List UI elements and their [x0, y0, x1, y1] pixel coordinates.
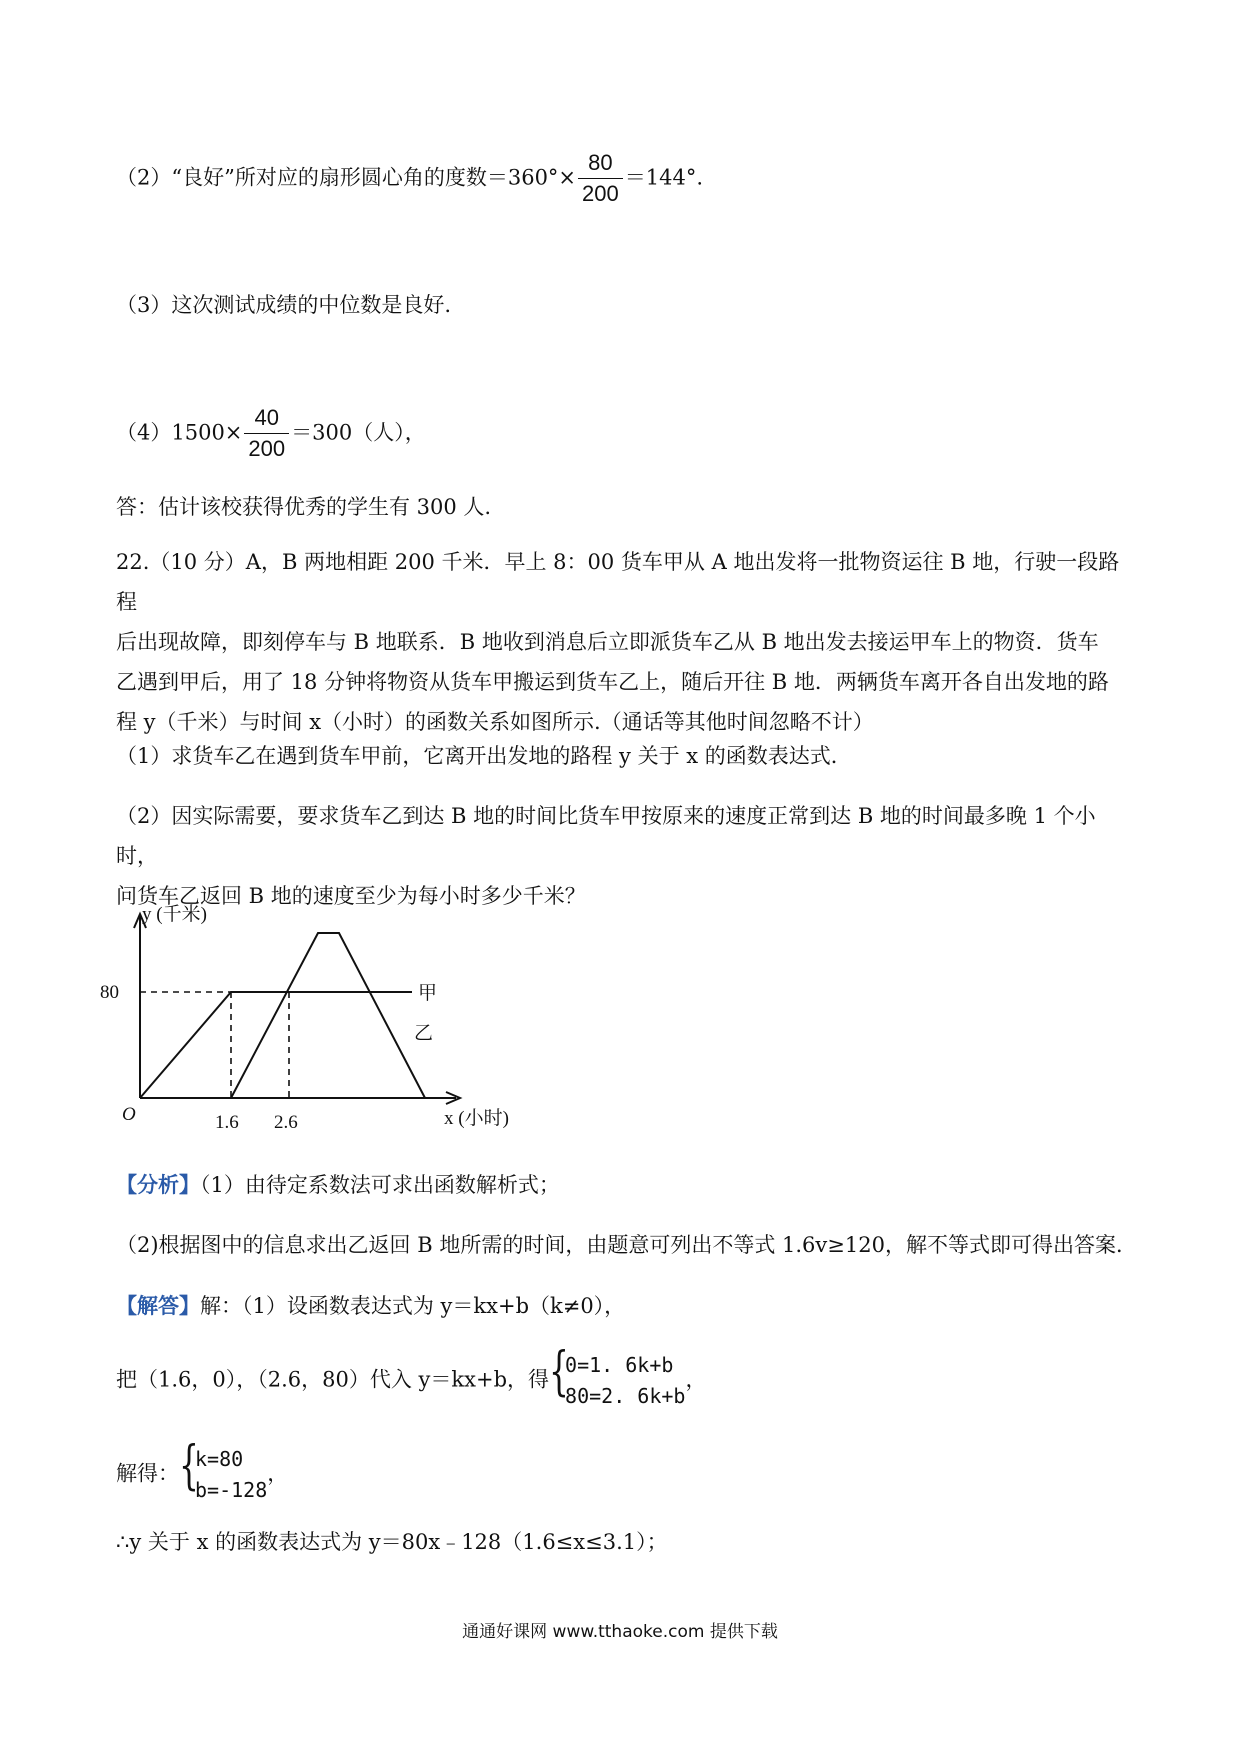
equation-row: 0=1. 6k+b	[565, 1353, 674, 1377]
solution-line-2	[116, 1342, 707, 1412]
equation-system-1	[549, 1342, 686, 1412]
truck-jia-line	[140, 992, 412, 1098]
equation-system-2	[179, 1436, 268, 1506]
x-axis-label: x (小时)	[444, 1108, 509, 1129]
label-yi: 乙	[414, 1023, 434, 1044]
solution-line-1	[116, 1294, 625, 1319]
fraction-denominator: 200	[582, 181, 619, 207]
equation-row: 80=2. 6k+b	[565, 1384, 686, 1408]
y-tick-80: 80	[100, 982, 119, 1003]
item2-line	[116, 150, 703, 208]
question-line: 后出现故障，即刻停车与 B 地联系．B 地收到消息后立即派货车乙从 B 地出发去接运甲车上的物资．货车	[116, 630, 1099, 654]
brace-icon: {	[549, 1342, 569, 1402]
solution-text-3: 解得：	[116, 1461, 179, 1486]
equation-row: k=80	[195, 1447, 244, 1471]
x-tick-2-6: 2.6	[274, 1112, 298, 1130]
question-line: 22.（10 分）A，B 两地相距 200 千米．早上 8：00 货车甲从 A 地出发将一批物资运往 B 地，行驶一段路程	[116, 550, 1120, 614]
label-jia: 甲	[418, 983, 438, 1004]
question-line: （2）因实际需要，要求货车乙到达 B 地的时间比货车甲按原来的速度正常到达 B 地的时间最多晚 1 个小时，	[116, 804, 1096, 868]
item4-text-after: ＝300（人），	[291, 420, 426, 445]
fraction-numerator: 40	[244, 405, 289, 434]
y-axis-label: y (千米)	[142, 904, 207, 925]
question-line: 乙遇到甲后，用了 18 分钟将物资从货车甲搬运到货车乙上，随后开往 B 地．两辆货车离开各自出发地的路	[116, 670, 1109, 694]
fraction-numerator: 80	[578, 150, 623, 179]
solution-tag: 【解答】	[116, 1294, 200, 1318]
item4-text-before: （4）1500×	[116, 420, 243, 445]
analysis-line-1	[116, 1173, 560, 1198]
fraction-40-200	[244, 405, 289, 463]
item3-line: （3）这次测试成绩的中位数是良好.	[116, 293, 452, 317]
item2-label: （2）	[116, 165, 172, 190]
item2-text-before: “良好”所对应的扇形圆心角的度数＝360°×	[171, 165, 577, 190]
sub-question-1: （1）求货车乙在遇到货车甲前，它离开出发地的路程 y 关于 x 的函数表达式．	[116, 744, 852, 768]
item4-line	[116, 405, 426, 463]
truck-yi-line	[231, 933, 425, 1098]
fraction-denominator: 200	[248, 436, 286, 462]
origin-label: O	[122, 1104, 136, 1125]
page-footer: 通通好课网 www.tthaoke.com 提供下载	[462, 1622, 778, 1642]
x-tick-1-6: 1.6	[215, 1112, 239, 1130]
solution-text-2: 把（1.6，0），（2.6，80）代入 y＝kx+b，得	[116, 1367, 550, 1392]
distance-time-graph	[96, 898, 516, 1130]
brace-icon: {	[179, 1436, 199, 1496]
solution-text-2-after: ，	[685, 1367, 707, 1392]
equation-row: b=-128	[195, 1478, 268, 1502]
fraction-80-200	[578, 150, 623, 208]
question-line: 问货车乙返回 B 地的速度至少为每小时多少千米？	[116, 884, 586, 908]
question-line: 程 y（千米）与时间 x（小时）的函数关系如图所示.（通话等其他时间忽略不计）	[116, 710, 874, 734]
solution-text-1: 解：（1）设函数表达式为 y＝kx+b（k≠0），	[200, 1294, 626, 1318]
solution-text-3-after: ，	[267, 1461, 289, 1486]
analysis-tag: 【分析】	[116, 1173, 200, 1197]
analysis-text-1: （1）由待定系数法可求出函数解析式；	[200, 1173, 560, 1197]
solution-line-4: ∴y 关于 x 的函数表达式为 y＝80x﹣128（1.6≤x≤3.1）；	[116, 1530, 668, 1554]
item2-text-after: ＝144°.	[624, 165, 704, 190]
answer-line: 答：估计该校获得优秀的学生有 300 人.	[116, 495, 492, 519]
analysis-line-2: （2)根据图中的信息求出乙返回 B 地所需的时间，由题意可列出不等式 1.6v≥120，解不等式即可得出答案．	[116, 1233, 1137, 1257]
solution-line-3	[116, 1436, 289, 1506]
question-22	[116, 542, 1126, 742]
